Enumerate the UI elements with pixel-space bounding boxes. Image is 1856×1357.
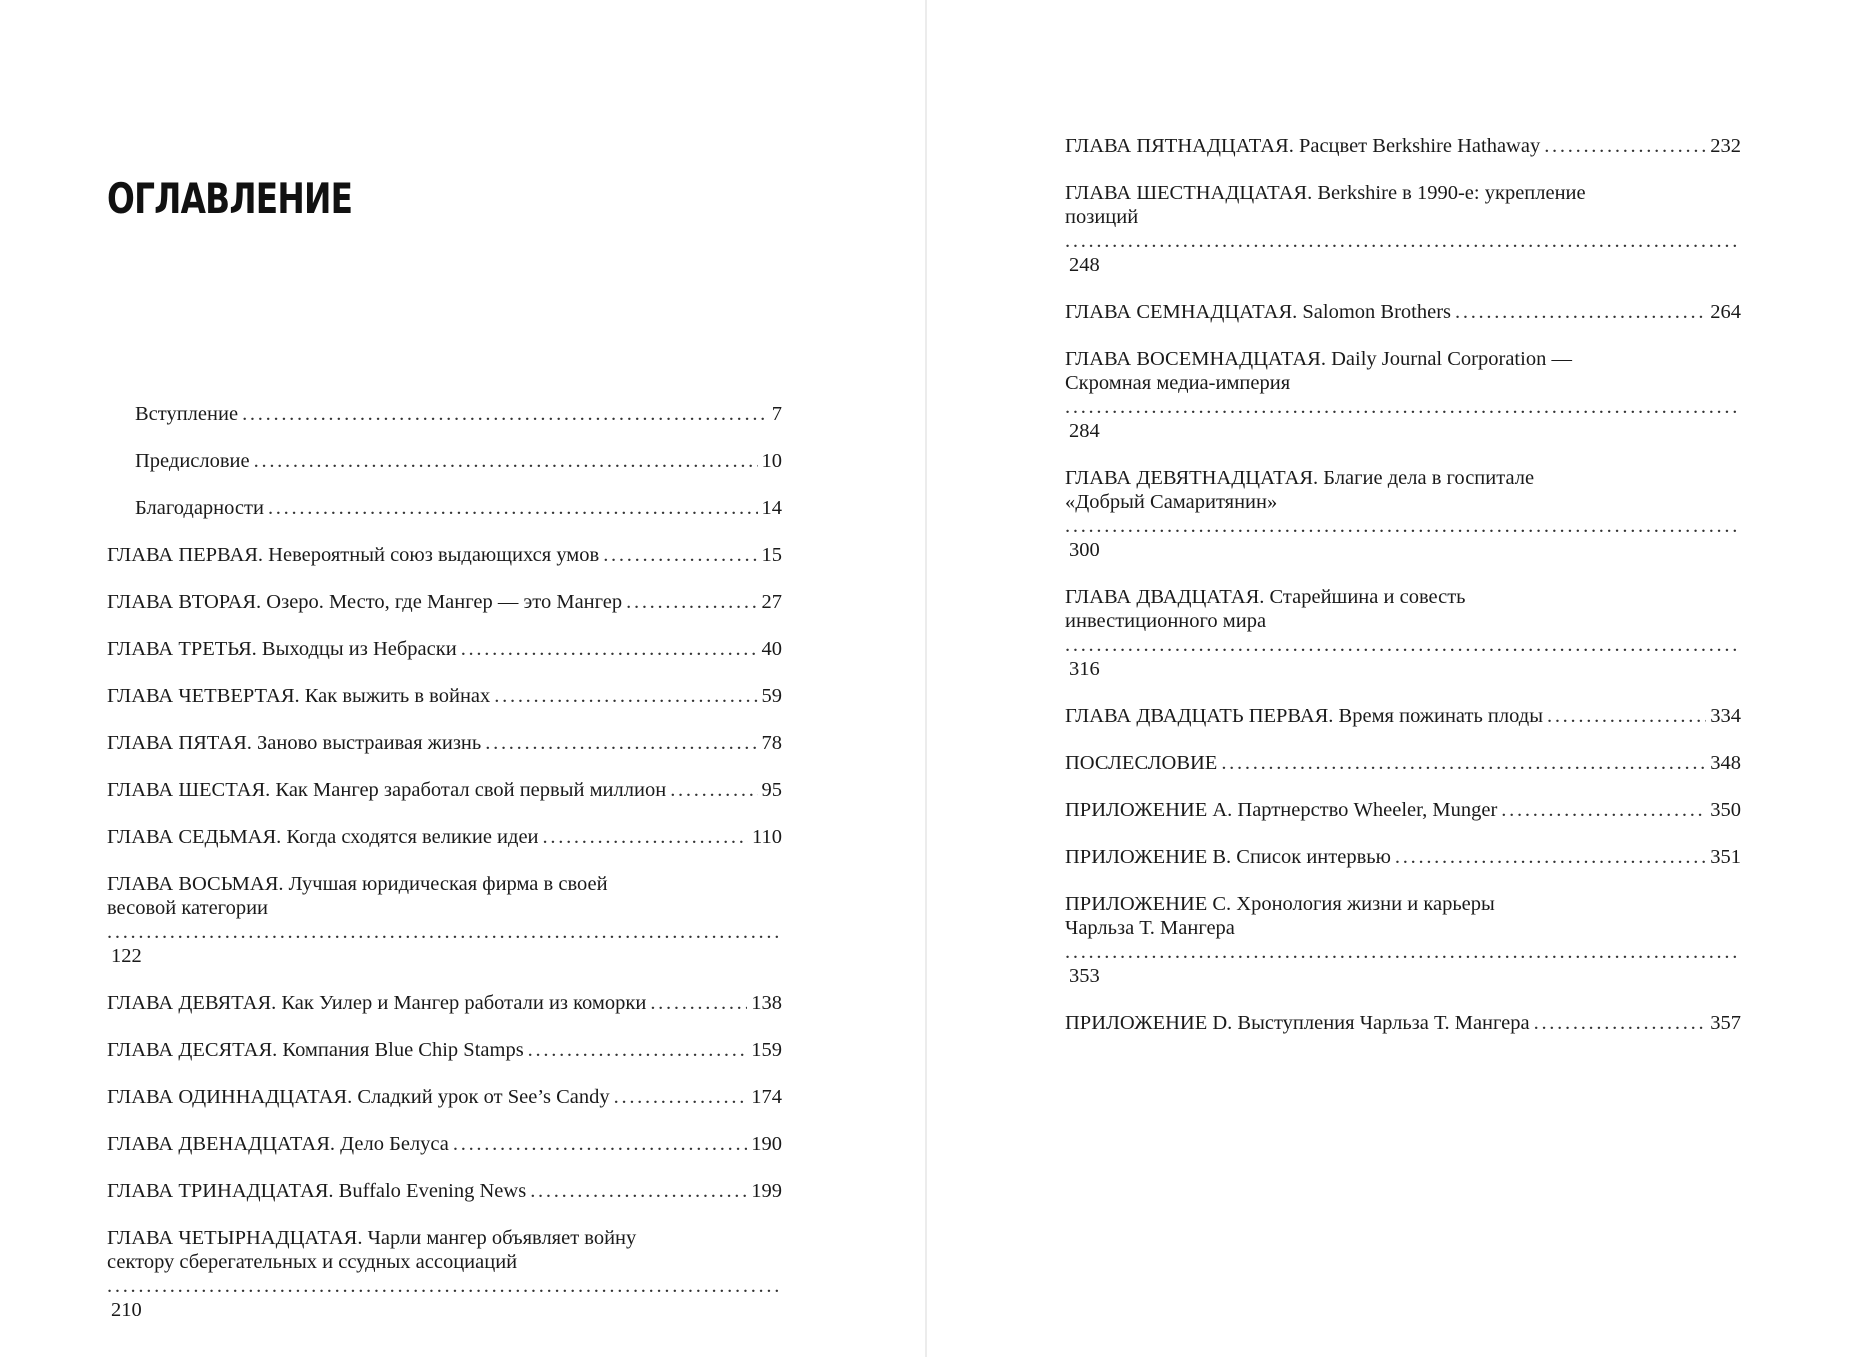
- toc-entry[interactable]: [107, 872, 782, 968]
- toc-entry[interactable]: [107, 991, 782, 1015]
- toc-entry[interactable]: [1065, 585, 1741, 681]
- toc-entry-title: инвестиционного мира: [1065, 610, 1267, 632]
- toc-entry-title: ГЛАВА ВТОРАЯ. Озеро. Место, где Мангер — это Мангер: [107, 591, 623, 613]
- toc-entry-title: Чарльза Т. Мангера: [1065, 917, 1235, 939]
- dot-leader: [485, 731, 757, 755]
- toc-entry-title: «Добрый Самаритянин»: [1065, 491, 1278, 513]
- toc-entry[interactable]: [107, 402, 782, 426]
- toc-page-number: 348: [1710, 752, 1741, 774]
- dot-leader: [1065, 940, 1741, 964]
- toc-entry-title: ГЛАВА ШЕСТАЯ. Как Мангер заработал свой первый миллион: [107, 779, 667, 801]
- page-title: ОГЛАВЛЕНИЕ: [107, 174, 353, 223]
- toc-page-number: 7: [771, 403, 782, 425]
- toc-page-number: 14: [761, 497, 782, 519]
- dot-leader: [453, 1132, 747, 1156]
- dot-leader: [626, 590, 757, 614]
- toc-entry-title: ГЛАВА СЕМНАДЦАТАЯ. Salomon Brothers: [1065, 301, 1451, 323]
- dot-leader: [1065, 395, 1741, 419]
- toc-page-number: 159: [751, 1039, 782, 1061]
- toc-entry-title: весовой категории: [107, 897, 269, 919]
- dot-leader: [1455, 300, 1706, 324]
- dot-leader: [1534, 1011, 1707, 1035]
- toc-entry[interactable]: [107, 543, 782, 567]
- toc-page-number: 15: [761, 544, 782, 566]
- toc-entry[interactable]: [1065, 845, 1741, 869]
- toc-entry-title-first-line: ГЛАВА ЧЕТЫРНАДЦАТАЯ. Чарли мангер объявляет войну: [107, 1227, 637, 1249]
- dot-leader: [1501, 798, 1706, 822]
- dot-leader: [670, 778, 757, 802]
- toc-page-number: 40: [761, 638, 782, 660]
- dot-leader: [1395, 845, 1706, 869]
- toc-entry-title: ГЛАВА ТРЕТЬЯ. Выходцы из Небраски: [107, 638, 457, 660]
- toc-entry-title-first-line: ГЛАВА ВОСЬМАЯ. Лучшая юридическая фирма в своей: [107, 873, 608, 895]
- toc-entry[interactable]: [107, 1038, 782, 1062]
- toc-page-number: 264: [1710, 301, 1741, 323]
- toc-entry-title: ГЛАВА ДЕСЯТАЯ. Компания Blue Chip Stamps: [107, 1039, 524, 1061]
- toc-entry-title: ГЛАВА ДВЕНАДЦАТАЯ. Дело Белуса: [107, 1133, 449, 1155]
- toc-page-number: 334: [1710, 705, 1741, 727]
- dot-leader: [1544, 134, 1706, 158]
- dot-leader: [268, 496, 758, 520]
- dot-leader: [254, 449, 758, 473]
- dot-leader: [543, 825, 748, 849]
- dot-leader: [614, 1085, 748, 1109]
- toc-entry-title: ГЛАВА ТРИНАДЦАТАЯ. Buffalo Evening News: [107, 1180, 527, 1202]
- toc-entry-title: ГЛАВА ДЕВЯТАЯ. Как Уилер и Мангер работали из коморки: [107, 992, 647, 1014]
- right-page: [927, 0, 1856, 1357]
- toc-entry-title: ГЛАВА ПЯТАЯ. Заново выстраивая жизнь: [107, 732, 482, 754]
- toc-entry[interactable]: [1065, 134, 1741, 158]
- toc-entry[interactable]: [107, 449, 782, 473]
- dot-leader: [242, 402, 768, 426]
- toc-entry[interactable]: [1065, 181, 1741, 277]
- toc-page-number: 190: [751, 1133, 782, 1155]
- toc-page-number: 138: [751, 992, 782, 1014]
- dot-leader: [1221, 751, 1706, 775]
- toc-entry[interactable]: [107, 1226, 782, 1322]
- toc-page-number: 357: [1710, 1012, 1741, 1034]
- toc-entry[interactable]: [1065, 347, 1741, 443]
- toc-entry-title: сектору сберегательных и ссудных ассоциаций: [107, 1251, 518, 1273]
- toc-page-number: 122: [111, 945, 142, 967]
- toc-entry-title: позиций: [1065, 206, 1139, 228]
- toc-entry-title: Скромная медиа-империя: [1065, 372, 1291, 394]
- dot-leader: [107, 920, 782, 944]
- toc-entry-title-first-line: ПРИЛОЖЕНИЕ C. Хронология жизни и карьеры: [1065, 893, 1495, 915]
- toc-page-number: 232: [1710, 135, 1741, 157]
- toc-page-number: 78: [761, 732, 782, 754]
- toc-entry-title: ПРИЛОЖЕНИЕ B. Список интервью: [1065, 846, 1391, 868]
- toc-entry-title: Благодарности: [135, 497, 264, 519]
- toc-entry[interactable]: [107, 1085, 782, 1109]
- dot-leader: [461, 637, 758, 661]
- toc-entry-title: ГЛАВА ПЯТНАДЦАТАЯ. Расцвет Berkshire Hathaway: [1065, 135, 1541, 157]
- toc-entry-title-first-line: ГЛАВА ШЕСТНАДЦАТАЯ. Berkshire в 1990-е: укрепление: [1065, 182, 1586, 204]
- toc-entry[interactable]: [1065, 300, 1741, 324]
- toc-entry-title-first-line: ГЛАВА ДЕВЯТНАДЦАТАЯ. Благие дела в госпитале: [1065, 467, 1535, 489]
- dot-leader: [494, 684, 757, 708]
- dot-leader: [107, 1274, 782, 1298]
- toc-entry[interactable]: [1065, 892, 1741, 988]
- toc-entry-title: ГЛАВА ДВАДЦАТЬ ПЕРВАЯ. Время пожинать плоды: [1065, 705, 1543, 727]
- toc-page-number: 59: [761, 685, 782, 707]
- toc-entry-title: Вступление: [135, 403, 239, 425]
- toc-entry-title: ПОСЛЕСЛОВИЕ: [1065, 752, 1218, 774]
- toc-entry[interactable]: [107, 637, 782, 661]
- toc-page-number: 353: [1069, 965, 1100, 987]
- toc-entry-title-first-line: ГЛАВА ВОСЕМНАДЦАТАЯ. Daily Journal Corporation —: [1065, 348, 1572, 370]
- toc-entry-title: ГЛАВА ЧЕТВЕРТАЯ. Как выжить в войнах: [107, 685, 491, 707]
- toc-page-number: 351: [1710, 846, 1741, 868]
- toc-entry-title: ПРИЛОЖЕНИЕ D. Выступления Чарльза Т. Мангера: [1065, 1012, 1530, 1034]
- toc-page-number: 199: [751, 1180, 782, 1202]
- toc-entry-title: Предисловие: [135, 450, 250, 472]
- toc-entry[interactable]: [107, 731, 782, 755]
- toc-entry[interactable]: [107, 778, 782, 802]
- toc-entry[interactable]: [1065, 1011, 1741, 1035]
- toc-page-number: 350: [1710, 799, 1741, 821]
- toc-entry[interactable]: [107, 590, 782, 614]
- toc-list-left: [107, 402, 782, 1345]
- toc-entry[interactable]: [107, 1179, 782, 1203]
- dot-leader: [528, 1038, 748, 1062]
- toc-page-number: 316: [1069, 658, 1100, 680]
- toc-page-number: 300: [1069, 539, 1100, 561]
- toc-page-number: 110: [752, 826, 782, 848]
- left-page: [0, 0, 925, 1357]
- dot-leader: [1065, 514, 1741, 538]
- toc-entry[interactable]: [1065, 798, 1741, 822]
- toc-entry-title: ГЛАВА ОДИННАДЦАТАЯ. Сладкий урок от See’s Candy: [107, 1086, 610, 1108]
- toc-entry-title: ГЛАВА СЕДЬМАЯ. Когда сходятся великие идеи: [107, 826, 539, 848]
- toc-page-number: 10: [761, 450, 782, 472]
- toc-entry[interactable]: [107, 1132, 782, 1156]
- toc-entry-title: ГЛАВА ПЕРВАЯ. Невероятный союз выдающихся умов: [107, 544, 600, 566]
- toc-entry-title: ПРИЛОЖЕНИЕ A. Партнерство Wheeler, Munger: [1065, 799, 1498, 821]
- dot-leader: [1065, 633, 1741, 657]
- toc-entry[interactable]: [1065, 751, 1741, 775]
- dot-leader: [650, 991, 747, 1015]
- toc-list-right: [1065, 134, 1741, 1058]
- toc-page-number: 174: [751, 1086, 782, 1108]
- toc-entry[interactable]: [107, 496, 782, 520]
- toc-page-number: 210: [111, 1299, 142, 1321]
- toc-page-number: 248: [1069, 254, 1100, 276]
- dot-leader: [603, 543, 757, 567]
- dot-leader: [1547, 704, 1706, 728]
- toc-entry[interactable]: [107, 684, 782, 708]
- toc-page-number: 95: [761, 779, 782, 801]
- dot-leader: [1065, 229, 1741, 253]
- toc-entry[interactable]: [1065, 704, 1741, 728]
- toc-entry[interactable]: [1065, 466, 1741, 562]
- dot-leader: [530, 1179, 747, 1203]
- toc-entry[interactable]: [107, 825, 782, 849]
- toc-entry-title-first-line: ГЛАВА ДВАДЦАТАЯ. Старейшина и совесть: [1065, 586, 1466, 608]
- toc-page-number: 27: [761, 591, 782, 613]
- toc-page-number: 284: [1069, 420, 1100, 442]
